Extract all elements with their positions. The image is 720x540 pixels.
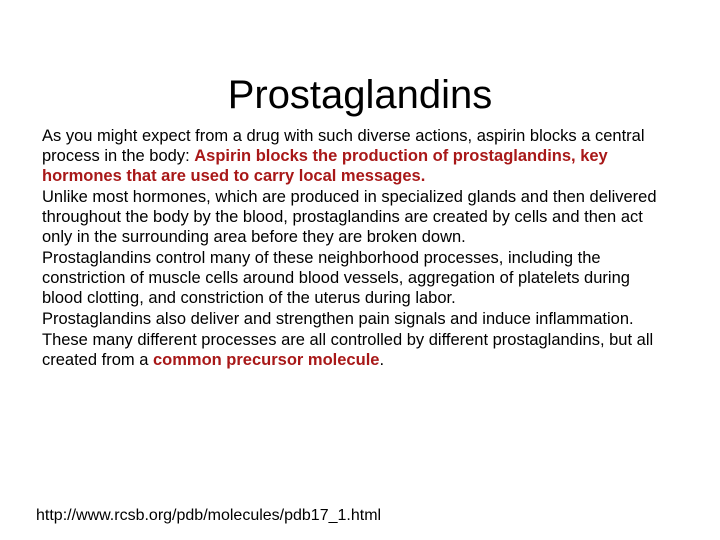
paragraph-hormones: Unlike most hormones, which are produced in specialized glands and then delivered throughout the body by the blood, prostaglandins are created by cells and then act only in the surrounding area before they are broken down.	[42, 188, 657, 246]
paragraph-aspirin	[42, 126, 672, 186]
paragraph-aspirin-intro: As you might expect from a drug with such diverse actions, aspirin blocks a central process in the body:	[42, 127, 645, 165]
slide-title: Prostaglandins	[227, 72, 493, 117]
paragraph-precursor-highlight: common precursor molecule	[152, 351, 380, 369]
paragraph-aspirin-highlight: Aspirin blocks the production of prostaglandins, key hormones that are used to carry local messages.	[42, 147, 608, 185]
paragraph-pain: Prostaglandins also deliver and strengthen pain signals and induce inflammation.	[42, 310, 634, 328]
paragraph-precursor-end: .	[379, 351, 385, 369]
paragraph-processes: Prostaglandins control many of these neighborhood processes, including the constriction of muscle cells around blood vessels, aggregation of platelets during blood clotting, and constriction of the uterus during labor.	[42, 249, 630, 307]
paragraph-precursor-intro: These many different processes are all controlled by different prostaglandins, but all created from a	[42, 331, 654, 369]
source-link[interactable]: http://www.rcsb.org/pdb/molecules/pdb17_1.html	[36, 507, 382, 524]
paragraph-precursor	[42, 330, 672, 370]
slide-body	[42, 126, 672, 370]
